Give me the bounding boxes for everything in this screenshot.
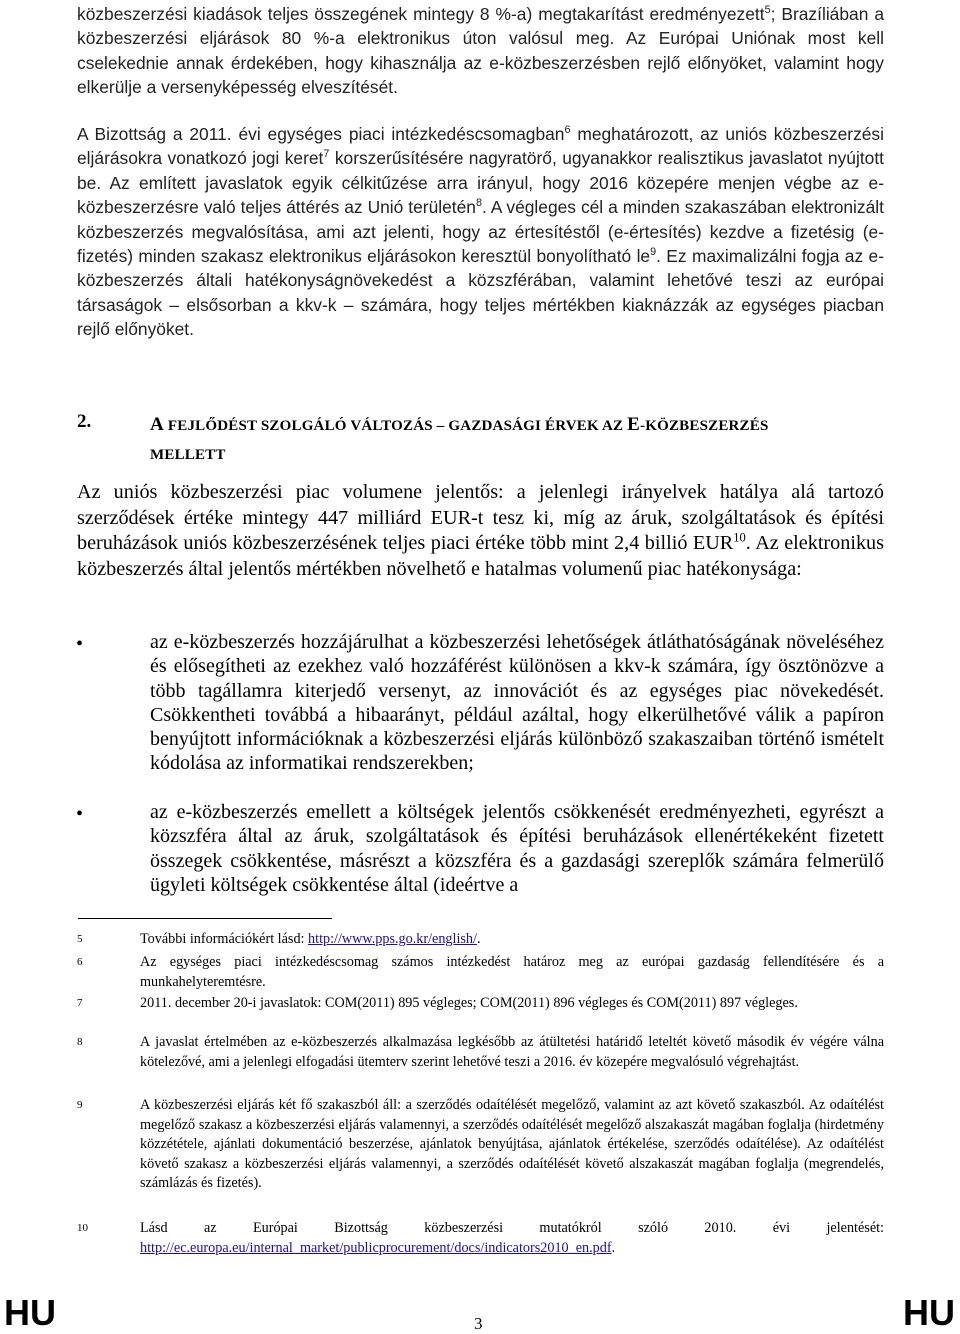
footnote-5-link[interactable]: http://www.pps.go.kr/english/ [308, 931, 477, 947]
bullet-item-cost-reduction: az e-közbeszerzés emellett a költségek jelentős csökkenését eredményezheti, egyrészt a közszféra által az áruk, szolgáltatások és építési beruházások ellenértékeként fizetett összegek csökkentése, másrészt a közszféra és a gazdasági szereplők számára felmerülő ügyleti költségek csökkentése által (ideértve a [150, 801, 884, 896]
footnote-ref-9[interactable]: 9 [650, 246, 657, 259]
section-number: 2. [77, 411, 92, 432]
paragraph-market-volume: Az uniós közbeszerzési piac volumene jelentős: a jelenlegi irányelvek hatálya alá tartozó szerződések értéke mintegy 447 milliárd EUR-t tesz ki, míg az áruk, szolgáltatások és építési beruházások uniós közbeszerzésének teljes piaci értéke több mint 2,4 billió EUR$^{10}$. Az elektronikus közbeszerzés által jelentős mértékben növelhető e hatalmas volumenű piac hatékonysága: [77, 481, 884, 580]
language-code-left: HU [4, 1292, 56, 1333]
language-code-right: HU [903, 1292, 955, 1333]
paragraph-intro-continuation: közbeszerzési kiadások teljes összegének mintegy 8 %-a) megtakarítást eredményezett$^5$; Brazíliában a közbeszerzési eljárások 80 %-a elektronikus úton valósul meg. Az Európai Uniónak most kell cselekednie annak érdekében, hogy kihasználja az e-közbeszerzésben rejlő előnyöket, valamint hogy elkerülje a versenyképesség elveszítését. [77, 4, 885, 98]
document-page: közbeszerzési kiadások teljes összegének mintegy 8 %-a) megtakarítást eredményezett$^5$; Brazíliában a közbeszerzési eljárások 80 %-a elektronikus úton valósul meg. Az Európai Uniónak most kell cselekednie annak érdekében, hogy kihasználja az e-közbeszerzésben rejlő előnyöket, valamint hogy elkerülje a versenyképesség elveszítését. A Bizottság a 2011. évi egységes piaci intézkedéscsomagban$^6$ meghatározott, az uniós közbeszerzési eljárásokra vonatkozó jogi keret$^7$ korszerűsítésére nagyratörő, ugyanakkor realisztikus javaslatot nyújtott be. Az említett javaslatok egyik célkitűzése arra irányul, hogy 2016 közepére menjen végbe az e-közbeszerzésre való teljes áttérés az Unió területén$^8$. A végleges cél a minden szakaszában elektronizált közbeszerzés megvalósítása, ami azt jelenti, hogy az értesítéstől (e-értesítés) kezdve a fizetésig (e-fizetés) minden szakasz elektronikus eljárásokon keresztül bonyolítható $le^9$. Ez maximalizálni fogja az e-közbeszerzés általi hatékonyságnövekedést a közszférában, valamint lehetővé teszi az európai társaságok – elsősorban a kkv-k – számára, hogy teljes mértékben kiaknázzák az egységes piacban rejlő előnyöket. 2. A FEJLŐDÉST SZOLGÁLÓ VÁLTOZÁS – GAZDASÁGI ÉRVEK AZ E-KÖZBESZERZÉS MELLETT Az uniós közbeszerzési piac volumene jelentős: a jelenlegi irányelvek hatálya alá tartozó szerződések értéke mintegy 447 milliárd EUR-t tesz ki, míg az áruk, szolgáltatások és építési beruházások uniós közbeszerzésének teljes piaci értéke több mint 2,4 billió EUR$^{10}$. Az elektronikus közbeszerzés által jelentős mértékben növelhető e hatalmas volumenű piac hatékonysága: • az e-közbeszerzés hozzájárulhat a közbeszerzési lehetőségek átláthatóságának növeléséhez és elősegítheti az ezekhez való hozzáférést különösen a kkv-k számára, így ösztönözve a több tagállamra kiterjedő versenyt, az innovációt és az egységes piac növekedését. Csökkentheti továbbá a hibaarányt, például azáltal, hogy elkerülhetővé válik a papíron benyújtott információknak a közbeszerzési eljárás különböző szakaszaiban történő ismételt kódolása az informatikai rendszerekben; • az e-közbeszerzés emellett a költségek jelentős csökkenését eredményezheti, egyrészt a közszféra által az áruk, szolgáltatások és építési beruházások ellenértékeként fizetett összegek csökkentése, másrészt a közszféra és a gazdasági szereplők számára felmerülő ügyleti költségek csökkentése által (ideértve a 5 További információkért lásd: http://www.pps.go.kr/english/. 6 Az egységes piaci intézkedéscsomag számos intézkedést határoz meg az európai gazdaság fellendítésére és a munkahelyteremtésre. 7 2011. december 20-i javaslatok: COM(2011) 895 végleges; COM(2011) 896 végleges és COM(2011) 897 végleges. 8 A javaslat értelmében az e-közbeszerzés alkalmazása legkésőbb az átültetési határidő leteltét követő második év végére válna kötelezővé, ami a jelenlegi elfogadási ütemterv szerint lehetővé teszi a 2016. év közepére megvalósuló végrehajtást. 9 A közbeszerzési eljárás két fő szakaszból áll: a szerződés odaítélését megelőző, valamint az azt követő szakaszból. Az odaítélést megelőző szakasz a közbeszerzési eljárás valamennyi, a szerződés odaítélését megelőző alszakaszát magában foglalja (hirdetmény közzététele, ajánlati dokumentáció beszerzése, ajánlatok benyújtása, ajánlatok értékelése, szerződés odaítélése). Az odaítélést követő szakasz a közbeszerzési eljárás valamennyi, a szerződés odaítélését követő alszakaszát magában foglalja (megrendelés, számlázás és fizetés). 10 Lásd az Európai Bizottság közbeszerzési mutatókról szóló 2010. évi jelentését: http://ec.europa.eu/internal_market/publicprocurement/docs/indicators2010_en.pdf. HU 3 HU [4, 4, 955, 1333]
footnote-ref-6[interactable]: 6 [564, 124, 571, 137]
footnote-ref-5[interactable]: 5 [764, 4, 771, 17]
page-number: 3 [474, 1314, 483, 1333]
bullet-icon: • [76, 803, 84, 825]
bullet-icon: • [76, 633, 84, 655]
footnote-separator [78, 918, 332, 919]
bullet-item-transparency: az e-közbeszerzés hozzájárulhat a közbeszerzési lehetőségek átláthatóságának növeléséhez és elősegítheti az ezekhez való hozzáférést különösen a kkv-k számára, így ösztönözve a több tagállamra kiterjedő versenyt, az innovációt és az egységes piac növekedését. Csökkentheti továbbá a hibaarányt, például azáltal, hogy elkerülhetővé válik a papíron benyújtott információknak a közbeszerzési eljárás különböző szakaszaiban történő ismételt kódolása az informatikai rendszerekben; [150, 631, 884, 775]
section-heading: A FEJLŐDÉST SZOLGÁLÓ VÁLTOZÁS – GAZDASÁGI ÉRVEK AZ E-KÖZBESZERZÉS MELLETT [150, 414, 769, 463]
footnote-10-link[interactable]: http://ec.europa.eu/internal_market/publicprocurement/docs/indicators2010_en.pdf [140, 1239, 612, 1256]
paragraph-commission-proposal: A Bizottság a 2011. évi egységes piaci intézkedéscsomagban$^6$ meghatározott, az uniós közbeszerzési eljárásokra vonatkozó jogi keret$^7$ korszerűsítésére nagyratörő, ugyanakkor realisztikus javaslatot nyújtott be. Az említett javaslatok egyik célkitűzése arra irányul, hogy 2016 közepére menjen végbe az e-közbeszerzésre való teljes áttérés az Unió területén$^8$. A végleges cél a minden szakaszában elektronizált közbeszerzés megvalósítása, ami azt jelenti, hogy az értesítéstől (e-értesítés) kezdve a fizetésig (e-fizetés) minden szakasz elektronikus eljárásokon keresztül bonyolítható $le^9$. Ez maximalizálni fogja az e-közbeszerzés általi hatékonyságnövekedést a közszférában, valamint lehetővé teszi az európai társaságok – elsősorban a kkv-k – számára, hogy teljes mértékben kiaknázzák az egységes piacban rejlő előnyöket. [77, 124, 884, 340]
footnote-ref-7[interactable]: 7 [323, 148, 330, 161]
footnote-ref-10[interactable]: 10 [733, 530, 746, 545]
footnote-ref-8[interactable]: 8 [475, 197, 482, 210]
